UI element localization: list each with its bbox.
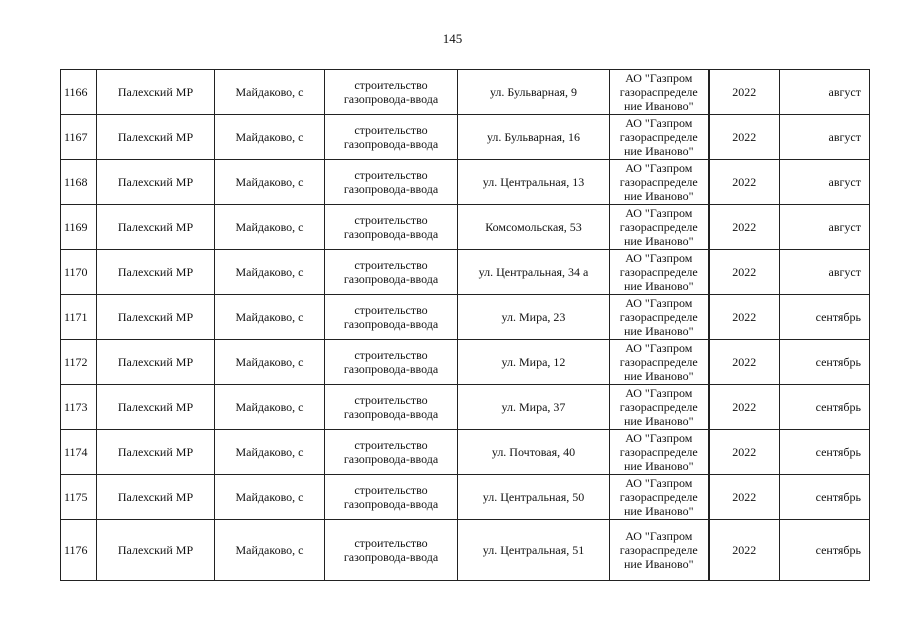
address-cell: ул. Мира, 23 [458,295,610,340]
organization-line: ние Иваново" [623,234,694,248]
organization-line: ние Иваново" [623,459,694,473]
year-cell: 2022 [709,385,780,430]
work-type-line: газопровода-ввода [343,272,439,286]
organization-cell [610,295,709,340]
settlement-cell: Майдаково, с [215,205,325,250]
work-type-cell [325,70,458,115]
work-type-line: газопровода-ввода [343,407,439,421]
address-cell: ул. Центральная, 50 [458,475,610,520]
settlement-cell: Майдаково, с [215,475,325,520]
work-type-cell [325,115,458,160]
settlement-cell: Майдаково, с [215,250,325,295]
organization-line: ние Иваново" [623,414,694,428]
year-cell: 2022 [709,340,780,385]
work-type-cell [325,160,458,205]
organization-line: газораспределе [619,355,698,369]
work-type-line: строительство [354,168,428,182]
work-type-line: газопровода-ввода [343,182,439,196]
work-type-line: строительство [354,536,428,550]
work-type-line: строительство [354,78,428,92]
address-cell: ул. Центральная, 51 [458,520,610,581]
district-cell: Палехский МР [97,475,215,520]
row-number-cell: 1172 [61,340,97,385]
row-number-cell: 1171 [61,295,97,340]
settlement-cell: Майдаково, с [215,115,325,160]
row-number-cell: 1167 [61,115,97,160]
table-row [61,115,870,160]
organization-line: газораспределе [619,310,698,324]
organization-line: газораспределе [619,175,698,189]
settlement-cell: Майдаково, с [215,160,325,205]
district-cell: Палехский МР [97,520,215,581]
organization-cell [610,520,709,581]
organization-line: АО "Газпром [625,476,693,490]
settlement-cell: Майдаково, с [215,385,325,430]
address-cell: ул. Мира, 12 [458,340,610,385]
table-row [61,430,870,475]
table-row [61,340,870,385]
organization-line: АО "Газпром [625,161,693,175]
year-cell: 2022 [709,430,780,475]
work-type-line: строительство [354,303,428,317]
year-cell: 2022 [709,115,780,160]
work-type-line: строительство [354,213,428,227]
table-row [61,160,870,205]
row-number-cell: 1173 [61,385,97,430]
year-cell: 2022 [709,70,780,115]
row-number-cell: 1169 [61,205,97,250]
year-cell: 2022 [709,160,780,205]
address-cell: ул. Бульварная, 9 [458,70,610,115]
address-cell: ул. Бульварная, 16 [458,115,610,160]
organization-line: ние Иваново" [623,504,694,518]
year-cell: 2022 [709,205,780,250]
table-row [61,520,870,581]
organization-line: АО "Газпром [625,386,693,400]
work-type-line: газопровода-ввода [343,362,439,376]
district-cell: Палехский МР [97,115,215,160]
row-number-cell: 1175 [61,475,97,520]
organization-line: газораспределе [619,85,698,99]
district-cell: Палехский МР [97,385,215,430]
address-cell: Комсомольская, 53 [458,205,610,250]
organization-line: ние Иваново" [623,189,694,203]
month-cell: август [780,205,870,250]
month-cell: август [780,70,870,115]
organization-line: ние Иваново" [623,369,694,383]
work-type-line: строительство [354,348,428,362]
work-type-cell [325,475,458,520]
organization-line: АО "Газпром [625,116,693,130]
row-number-cell: 1168 [61,160,97,205]
district-cell: Палехский МР [97,340,215,385]
organization-line: ние Иваново" [623,99,694,113]
address-cell: ул. Центральная, 13 [458,160,610,205]
work-type-cell [325,250,458,295]
year-cell: 2022 [709,250,780,295]
month-cell: сентябрь [780,475,870,520]
month-cell: август [780,160,870,205]
year-cell: 2022 [709,520,780,581]
work-type-cell [325,520,458,581]
month-cell: сентябрь [780,385,870,430]
settlement-cell: Майдаково, с [215,430,325,475]
settlement-cell: Майдаково, с [215,295,325,340]
work-type-line: газопровода-ввода [343,137,439,151]
organization-line: газораспределе [619,490,698,504]
organization-cell [610,430,709,475]
table-row [61,205,870,250]
work-type-cell [325,340,458,385]
organization-line: газораспределе [619,445,698,459]
organization-line: АО "Газпром [625,296,693,310]
organization-line: ние Иваново" [623,324,694,338]
district-cell: Палехский МР [97,295,215,340]
work-type-cell [325,205,458,250]
year-cell: 2022 [709,295,780,340]
organization-cell [610,340,709,385]
work-type-line: газопровода-ввода [343,452,439,466]
work-type-cell [325,430,458,475]
district-cell: Палехский МР [97,70,215,115]
month-cell: сентябрь [780,340,870,385]
row-number-cell: 1174 [61,430,97,475]
organization-line: АО "Газпром [625,71,693,85]
work-type-line: газопровода-ввода [343,497,439,511]
organization-cell [610,205,709,250]
organization-cell [610,115,709,160]
month-cell: сентябрь [780,520,870,581]
gas-connection-table [60,69,870,581]
month-cell: август [780,250,870,295]
year-cell: 2022 [709,475,780,520]
table-row [61,70,870,115]
settlement-cell: Майдаково, с [215,340,325,385]
organization-line: газораспределе [619,220,698,234]
organization-line: АО "Газпром [625,341,693,355]
organization-cell [610,385,709,430]
district-cell: Палехский МР [97,160,215,205]
settlement-cell: Майдаково, с [215,70,325,115]
organization-line: ние Иваново" [623,144,694,158]
settlement-cell: Майдаково, с [215,520,325,581]
table-row [61,475,870,520]
work-type-line: строительство [354,393,428,407]
organization-line: ние Иваново" [623,557,694,571]
row-number-cell: 1170 [61,250,97,295]
address-cell: ул. Почтовая, 40 [458,430,610,475]
work-type-line: строительство [354,483,428,497]
table-row [61,385,870,430]
table-row [61,250,870,295]
work-type-line: строительство [354,438,428,452]
organization-line: АО "Газпром [625,206,693,220]
district-cell: Палехский МР [97,205,215,250]
work-type-line: газопровода-ввода [343,92,439,106]
work-type-line: газопровода-ввода [343,550,439,564]
district-cell: Палехский МР [97,430,215,475]
page-number: 145 [442,31,463,46]
organization-cell [610,70,709,115]
organization-line: газораспределе [619,400,698,414]
address-cell: ул. Центральная, 34 а [458,250,610,295]
organization-line: газораспределе [619,265,698,279]
organization-cell [610,250,709,295]
month-cell: сентябрь [780,430,870,475]
row-number-cell: 1166 [61,70,97,115]
organization-line: АО "Газпром [625,251,693,265]
organization-cell [610,160,709,205]
organization-line: АО "Газпром [625,529,693,543]
organization-line: газораспределе [619,543,698,557]
table-row [61,295,870,340]
row-number-cell: 1176 [61,520,97,581]
work-type-cell [325,295,458,340]
address-cell: ул. Мира, 37 [458,385,610,430]
work-type-line: газопровода-ввода [343,227,439,241]
work-type-line: строительство [354,258,428,272]
month-cell: август [780,115,870,160]
work-type-line: строительство [354,123,428,137]
organization-cell [610,475,709,520]
organization-line: АО "Газпром [625,431,693,445]
table-body [61,70,870,581]
district-cell: Палехский МР [97,250,215,295]
organization-line: газораспределе [619,130,698,144]
month-cell: сентябрь [780,295,870,340]
organization-line: ние Иваново" [623,279,694,293]
work-type-line: газопровода-ввода [343,317,439,331]
work-type-cell [325,385,458,430]
